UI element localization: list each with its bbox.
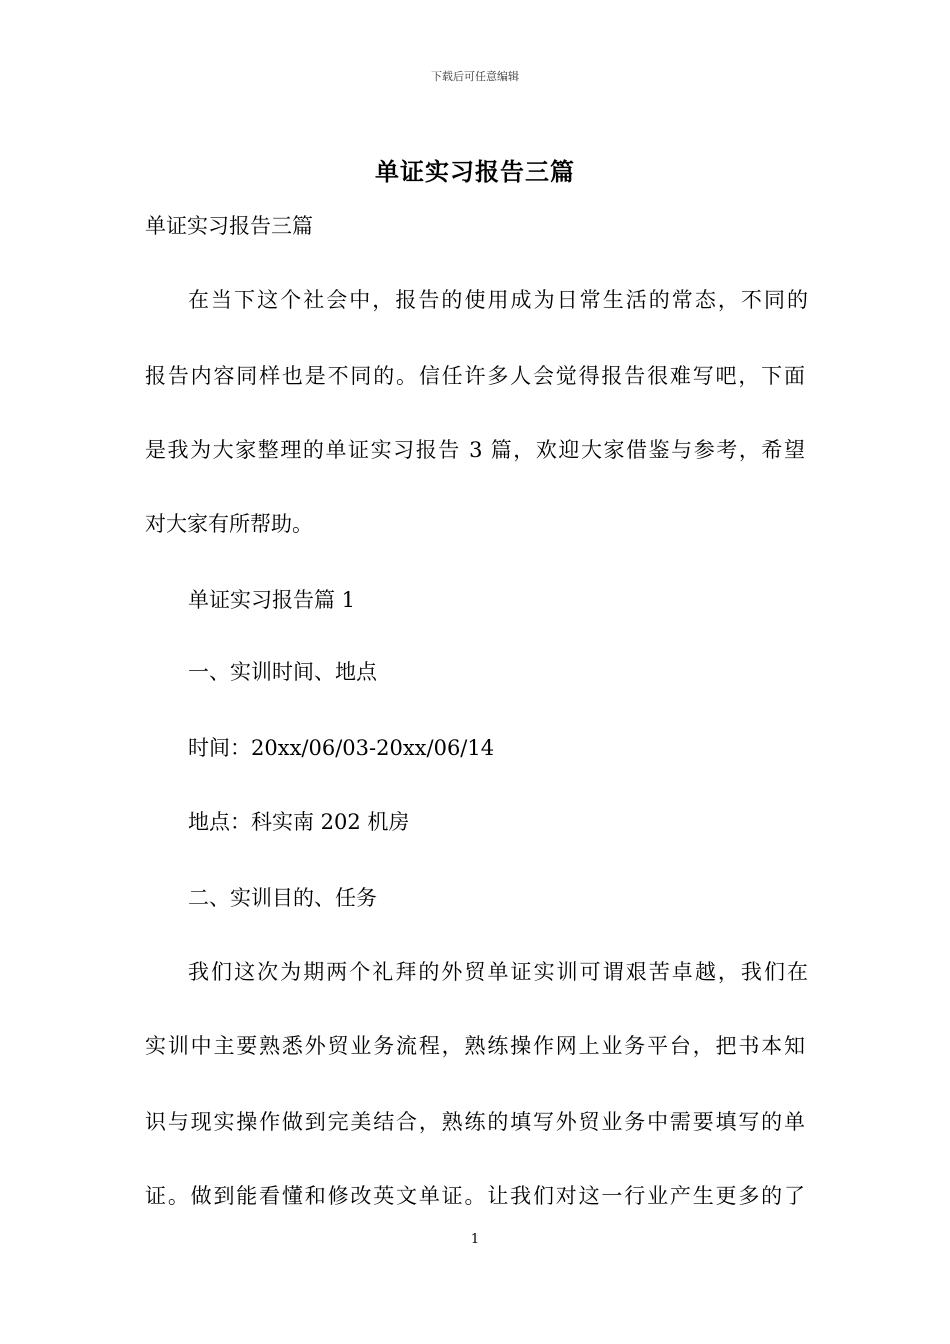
time-line: 时间：20xx/06/03-20xx/06/14 bbox=[188, 736, 495, 760]
paragraph2-line-1: 我们这次为期两个礼拜的外贸单证实训可谓艰苦卓越，我们在 bbox=[188, 960, 808, 984]
intro-line-3: 是我为大家整理的单证实习报告 3 篇，欢迎大家借鉴与参考，希望 bbox=[145, 438, 805, 462]
part1-heading: 一、实训时间、地点 bbox=[188, 660, 377, 684]
paragraph2-line-2: 实训中主要熟悉外贸业务流程，熟练操作网上业务平台，把书本知 bbox=[145, 1034, 805, 1058]
section-title: 单证实习报告篇 1 bbox=[188, 588, 356, 612]
intro-line-2: 报告内容同样也是不同的。信任许多人会觉得报告很难写吧，下面 bbox=[145, 364, 805, 388]
page-number: 1 bbox=[470, 1232, 480, 1247]
paragraph2-line-4: 证。做到能看懂和修改英文单证。让我们对这一行业产生更多的了 bbox=[145, 1184, 805, 1208]
part2-heading: 二、实训目的、任务 bbox=[188, 886, 377, 910]
place-line: 地点：科实南 202 机房 bbox=[188, 810, 410, 834]
intro-line-1: 在当下这个社会中，报告的使用成为日常生活的常态，不同的 bbox=[188, 288, 808, 312]
header-note: 下载后可任意编辑 bbox=[431, 70, 519, 83]
paragraph2-line-3: 识与现实操作做到完美结合，熟练的填写外贸业务中需要填写的单 bbox=[145, 1110, 805, 1134]
subtitle-line: 单证实习报告三篇 bbox=[145, 214, 313, 238]
intro-line-4: 对大家有所帮助。 bbox=[145, 512, 313, 536]
document-title: 单证实习报告三篇 bbox=[375, 157, 575, 186]
